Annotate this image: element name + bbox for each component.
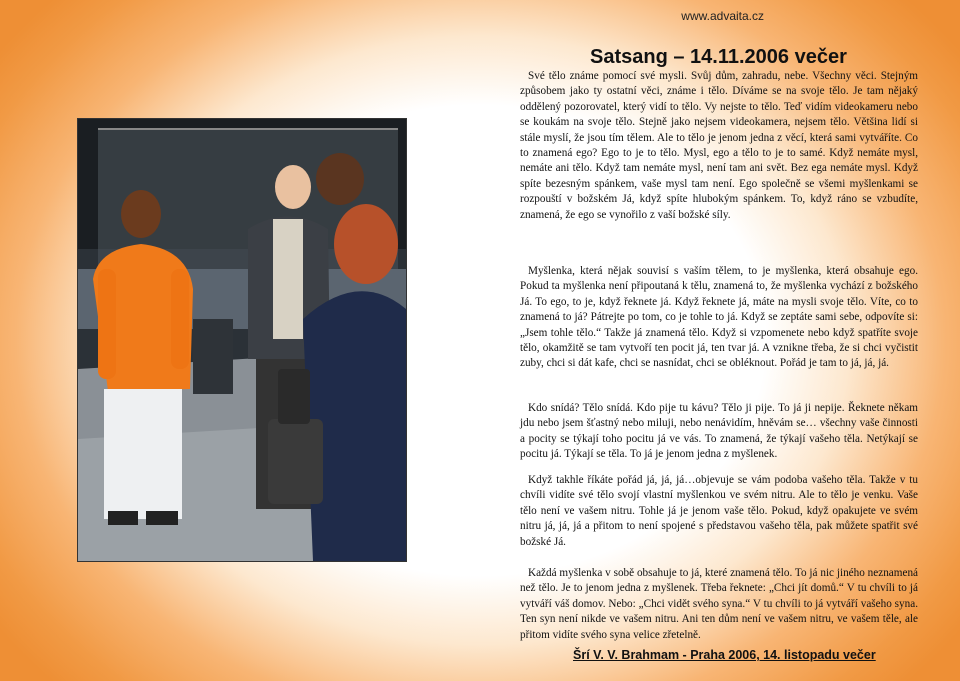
paragraph-text: Kdo snídá? Tělo snídá. Kdo pije tu kávu? Tělo ji pije. To já ji nepije. Řeknete někam jdu nebo jsem šťastný nebo miluji, nebo nenávidím, hněvám se… všechny vaše činnosti a pocity se týkají toho pocitu já ve vás. To znamená, že týkají vašeho těla. Netýkají se pocitu já. Týkají se těla. To já je jenom jedna z myšlenek. xyxy=(520,402,918,461)
paragraph-5 xyxy=(520,566,918,643)
paragraph-4 xyxy=(520,473,918,550)
page-title: Satsang – 14.11.2006 večer xyxy=(590,46,847,68)
paragraph-text: Své tělo známe pomocí své mysli. Svůj dům, zahradu, nebe. Všechny věci. Stejným způsobem jako ty ostatní věci, známe i tělo. Díváme se na svoje tělo. Je tam nějaký oddělený pozorovatel, který vidí to tělo. Vy nejste to tělo. Teď vidím videokameru nebo se koukám na svoje tělo. Stejně jako nejsem videokamera, nejsem tělo. Většina lidí si stále myslí, že jsou tím tělem. Ale to tělo je jenom jedna z věcí, která sami vytváříte. Co to znamená ego? Ego to je to tělo. Mysl, ego a tělo to je to samé. Když nemáte mysl, nemáte ani tělo. Když tam nemáte mysl, není tam ani svět. Bez ega nemáte mysl. Když spíte bezesným spánkem, vaše mysl tam není. Ego společně se všemi myšlenkami se rozpouští v božském Já, když spíte hlubokým spánkem. To, když ráno se vzbudíte, znamená, že ego se vynořilo z vaší božské síly. xyxy=(520,70,918,221)
paragraph-3 xyxy=(520,401,918,463)
paragraph-1 xyxy=(520,69,918,223)
site-link[interactable]: www.advaita.cz xyxy=(681,9,764,23)
paragraph-text: Myšlenka, která nějak souvisí s vaším tělem, to je myšlenka, která obsahuje ego. Pokud ta myšlenka není připoutaná k tělu, znamená to, že myšlenka vychází z božského Já. To ego, to je, když řeknete já. Když řeknete já, máte na mysli svoje tělo. Víte, co to znamená to já? Pátrejte po tom, co je tohle to já. Když se zeptáte sami sebe, odpovíte si: „Jsem tohle tělo.“ Takže já znamená tělo. Když si vzpomenete nebo když spatříte svoje tělo, okamžitě se tam vytvoří ten pocit já, ten tvar já. A vznikne třeba, že si chci vyčistit zuby, chci si dát kafe, chci se nasnídat, chci se obléknout. Pořád je tam to já, já, já. xyxy=(520,265,918,370)
photo xyxy=(77,118,407,562)
paragraph-text: Každá myšlenka v sobě obsahuje to já, které znamená tělo. To já nic jiného neznamená než tělo. Je to jenom jedna z myšlenek. Třeba řeknete: „Chci jít domů.“ V tu chvíli to já vytváří váš domov. Nebo: „Chci vidět svého syna.“ V tu chvíli to já vytváří vašeho syna. Ten syn není nikde ve vašem nitru. Ani ten dům není ve vašem nitru, ve vašem těle, ale přitom vidíte svého syna velice zřetelně. xyxy=(520,567,918,641)
signature: Šrí V. V. Brahmam - Praha 2006, 14. listopadu večer xyxy=(573,648,876,662)
photo-of-people-at-airport-icon xyxy=(78,119,406,561)
paragraph-text: Když takhle říkáte pořád já, já, já…objevuje se vám podoba vašeho těla. Takže v tu chvíli vidíte své tělo svojí vlastní myšlenkou ve svém nitru. Ale to tělo je venku. Vaše tělo není ve vašem nitru. Tohle já je jenom vaše tělo. Pokud, když opakujete ve svém nitru já, já, já a přitom to není spojené s představou vašeho těla, pak můžete spatřit své božské Já. xyxy=(520,474,918,548)
paragraph-2 xyxy=(520,264,918,372)
